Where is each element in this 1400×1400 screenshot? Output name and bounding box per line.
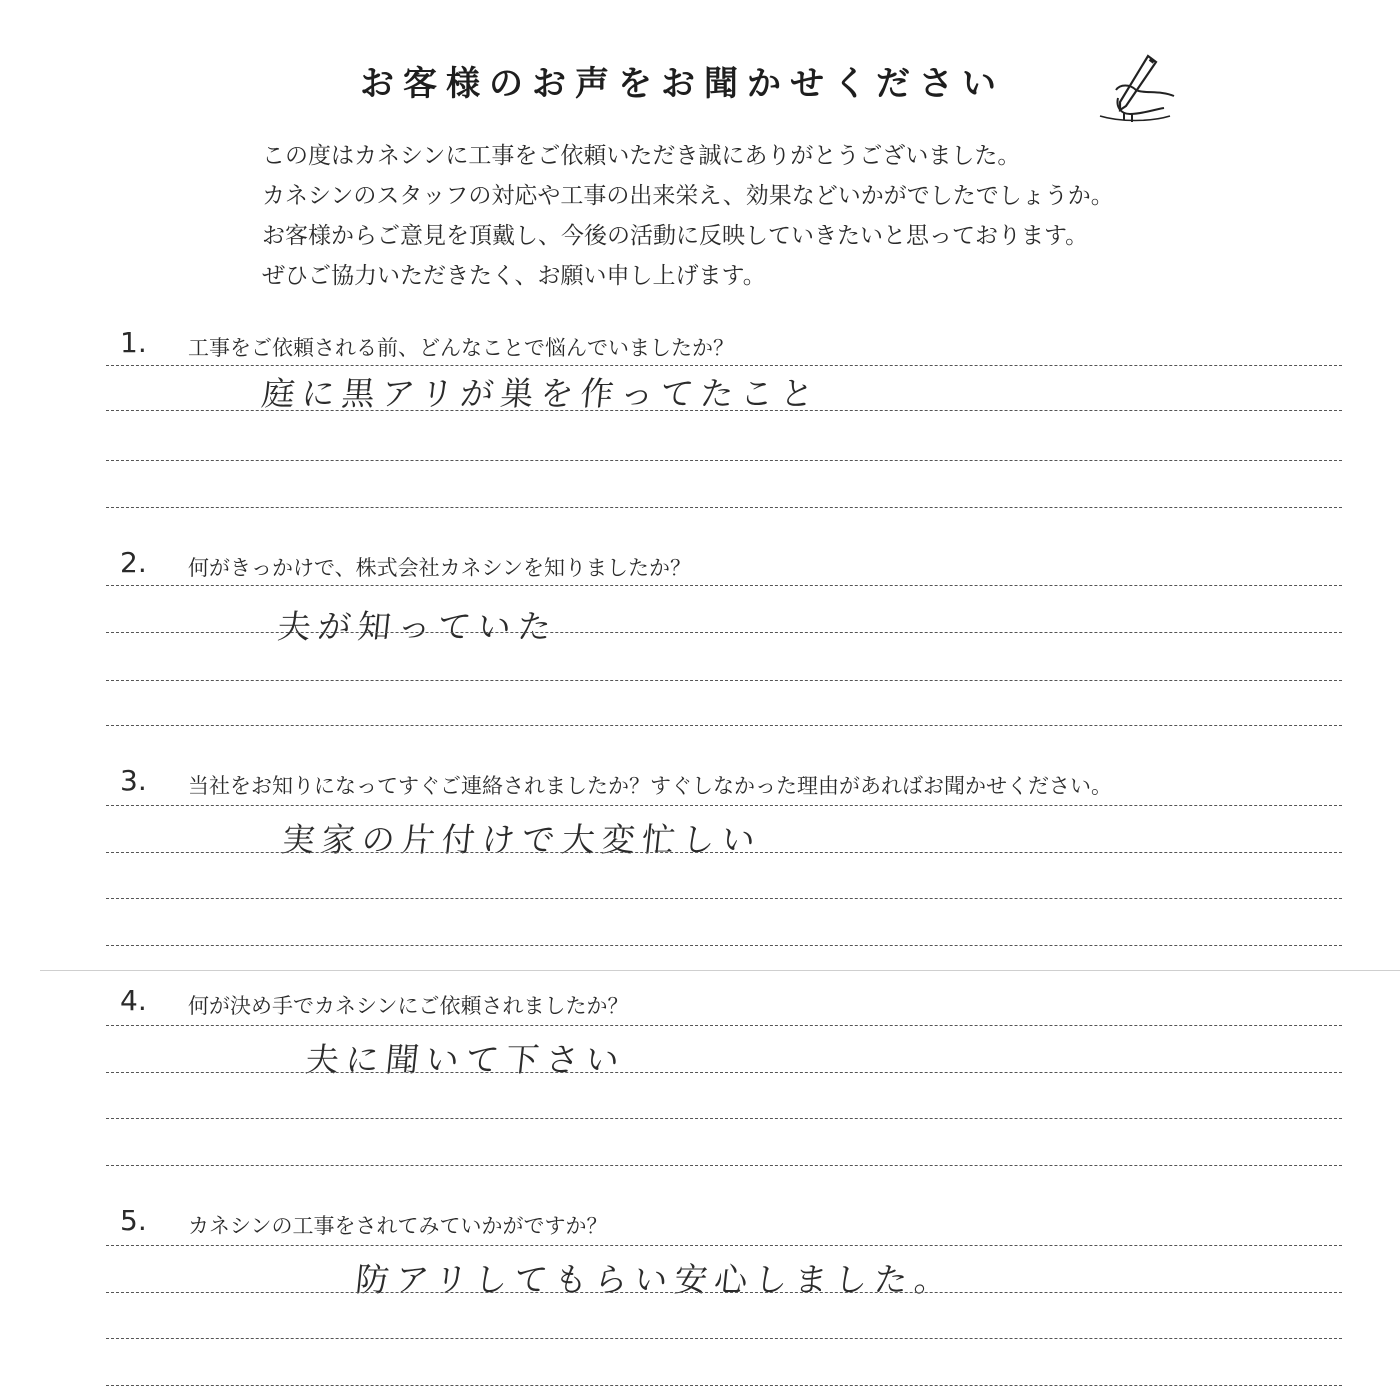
handwritten-answer: 庭に黒アリが巣を作ってたこと xyxy=(259,374,823,413)
page-title: お客様のお声をお聞かせください xyxy=(360,64,1005,104)
question-text: 当社をお知りになってすぐご連絡されましたか？すぐしなかった理由があればお聞かせください。 xyxy=(188,774,1112,798)
answer-rule xyxy=(106,1385,1342,1386)
answer-rule xyxy=(106,410,1342,411)
answer-rule xyxy=(106,1025,1342,1026)
intro-line: お客様からご意見を頂戴し、今後の活動に反映していきたいと思っております。 xyxy=(262,223,1089,249)
handwritten-answer: 夫が知っていた xyxy=(275,607,560,646)
answer-rule xyxy=(106,1118,1342,1119)
answer-rule xyxy=(106,460,1342,461)
answer-rule xyxy=(106,725,1342,726)
question-text: 工事をご依頼される前、どんなことで悩んでいましたか？ xyxy=(188,336,734,360)
answer-rule xyxy=(106,680,1342,681)
question-number: 1. xyxy=(120,326,147,359)
intro-line: ぜひご協力いただきたく、お願い申し上げます。 xyxy=(262,263,766,289)
answer-rule xyxy=(106,1165,1342,1166)
intro-line: カネシンのスタッフの対応や工事の出来栄え、効果などいかがでしたでしょうか。 xyxy=(262,183,1114,209)
answer-rule xyxy=(106,945,1342,946)
pen-hand-icon xyxy=(1090,50,1190,130)
answer-rule xyxy=(106,1292,1342,1293)
intro-line: この度はカネシンに工事をご依頼いただき誠にありがとうございました。 xyxy=(262,143,1021,169)
answer-rule xyxy=(106,1338,1342,1339)
answer-rule xyxy=(106,507,1342,508)
answer-rule xyxy=(106,898,1342,899)
answer-rule xyxy=(106,365,1342,366)
answer-rule xyxy=(106,1072,1342,1073)
handwritten-answer: 防アリしてもらい安心しました。 xyxy=(353,1260,957,1299)
question-number: 4. xyxy=(120,984,147,1017)
answer-rule xyxy=(106,852,1342,853)
question-text: 何がきっかけで、株式会社カネシンを知りましたか？ xyxy=(188,556,692,580)
handwritten-answer: 夫に聞いて下さい xyxy=(303,1040,628,1079)
question-number: 3. xyxy=(120,764,147,797)
answer-rule xyxy=(106,805,1342,806)
question-number: 5. xyxy=(120,1204,147,1237)
question-text: 何が決め手でカネシンにご依頼されましたか？ xyxy=(188,994,629,1018)
scan-divider xyxy=(40,970,1400,971)
question-text: カネシンの工事をされてみていかがですか？ xyxy=(188,1214,608,1238)
answer-rule xyxy=(106,632,1342,633)
answer-rule xyxy=(106,585,1342,586)
handwritten-answer: 実家の片付けで大変忙しい xyxy=(279,820,764,859)
question-number: 2. xyxy=(120,546,147,579)
intro-text xyxy=(262,136,1262,296)
answer-rule xyxy=(106,1245,1342,1246)
